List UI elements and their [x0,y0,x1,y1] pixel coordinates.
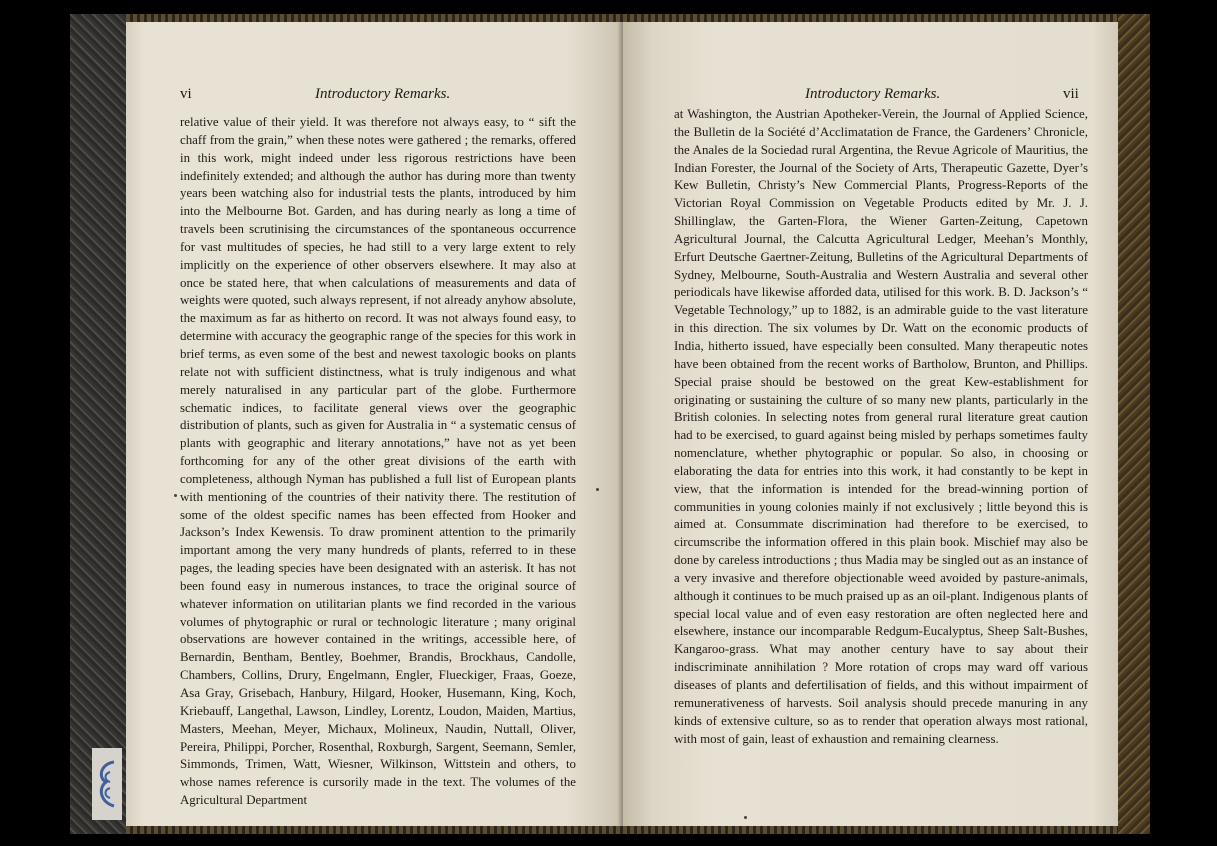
right-page-body: at Washington, the Austrian Apotheker-Verein, the Journal of Applied Science, the Bulletin de la Société d’Acclimatation de France, the Gardeners’ Chronicle, the Anales de la Sociedad rural Argentina, the Revue Agricole of Mauritius, the Indian Forester, the Journal of the Society of Arts, Therapeutic Gazette, Dyer’s Kew Bulletin, Christy’s New Commercial Plants, Progress-Reports of the Victorian Royal Commission on Vegetable Products edited by Mr. J. J. Shillinglaw, the Garten-Flora, the Wiener Garten-Zeitung, Capetown Agricultural Journal, the Calcutta Agricultural Ledger, Meehan’s Monthly, Erfurt Deutsche Gaertner-Zeitung, Bulletins of the Agricultural Departments of Sydney, Melbourne, South-Australia and Western Australia and several other periodicals have likewise afforded data, utilised for this work. B. D. Jackson’s “ Vegetable Technology,” up to 1882, is an admirable guide to the vast literature in this direction. The six volumes by Dr. Watt on the economic products of India, hitherto issued, have especially been consulted. Many therapeutic notes have been obtained from the recent works of Bartholow, Brunton, and Phillips. Special praise should be bestowed on the great Kew-establishment for originating or sustaining the culture of so many new plants, particularly in the British colonies. In selecting notes from general rural literature great caution had to be exercised, to guard against being misled by perhaps sometimes faulty nomenclature, whether phytographic or popular. So also, in choosing or elaborating the data for entries into this work, it had constantly to be kept in view, that the information is intended for the bread-winning portion of communities in young colonies mainly if not exclusively ; little beyond this is aimed at. Consummate discrimination had therefore to be exercised, to circumscribe the information offered in this plain book. Mischief may also be done by careless introductions ; thus Madia may be singled out as an instance of a very invasive and therefore objectionable weed avoided by pasture-animals, although it continues to be much praised up as an oil-plant. Indigenous plants of special local value and of even easy restoration are often neglected here and elsewhere, instance our incomparable Redgum-Eucalyptus, Sheep Salt-Bushes, Kangaroo-grass. What may another century have to say about their indiscriminate annihilation ? More rotation of crops may ward off various diseases of plants and defertilisation of fields, and this without impairment of remunerativeness of harvests. Soil analysis should precede manuring in any kinds of extensive culture, so as to render that operation always most rational, with most of gain, least of exhaustion and remaining clearness. [674,107,1088,746]
page-edges-top [126,14,1118,22]
right-page [623,22,1118,826]
right-running-head [805,84,1091,104]
right-page-number: vii [1063,86,1079,102]
book-cover-right [1118,14,1150,834]
left-page-body: relative value of their yield. It was therefore not always easy, to “ sift the chaff from the grain,” when these notes were gathered ; the remarks, offered in this work, might indeed under less rigorous restrictions have been indefinitely extended; and although the author has during more than twenty years been watching also for industrial tests the plants, introduced by him into the Melbourne Bot. Garden, and has during nearly as long a time of travels been scrutinising the circumstances of the spontaneous occurrence for vast multitudes of species, he had still to a very large extent to rely implicitly on the experience of other observers elsewhere. It may also at once be stated here, that when calculations of measurements and data of weights were quoted, such always represent, if not already anyhow absolute, the maximum as far as hitherto on record. It was not always found easy, to determine with accuracy the geographic range of the species for this work in brief terms, as even some of the best and newest taxologic books on plants relate not with sufficient distinctness, what is truly indigenous and what merely naturalised in any particular part of the globe. Furthermore schematic indices, to facilitate general views over the geographic distribution of plants, such as given for Australia in “ a systematic census of plants with geographic and literary annotations,” have not as yet been forthcoming for any of the other great divisions of the earth with completeness, although Nyman has published a full list of European plants with mentioning of the countries of their nativity there. The restitution of some of the oldest specific names has been effected from Hooker and Jackson’s Index Kewensis. To draw prominent attention to the primarily important among the very many hundreds of plants, referred to in these pages, the leading species have been designated with an asterisk. It has not been found easy in numerous instances, to trace the original source of whatever information on utilitarian plants we find recorded in the various volumes of phytographic or rural or technologic literature ; many original observations are however contained in the writings, accessible here, of Bernardin, Bentham, Bentley, Boehmer, Brandis, Brockhaus, Candolle, Chambers, Collins, Drury, Engelmann, Engler, Flueckiger, Fraas, Goeze, Asa Gray, Grisebach, Hanbury, Hilgard, Hooker, Husemann, King, Koch, Kriebauff, Langethal, Lawson, Lindley, Lorentz, Loudon, Maiden, Martius, Masters, Meehan, Meyer, Michaux, Molineux, Naudin, Nuttall, Oliver, Pereira, Philippi, Porcher, Rosenthal, Roxburgh, Sargent, Seemann, Semler, Simmonds, Trimen, Watt, Wiesner, Wilkinson, Wittstein and others, to whose names reference is cursorily made in the text. The volumes of the Agricultural Department [180,115,576,808]
left-running-head [180,84,510,104]
ink-speck [744,816,747,819]
ink-speck [174,494,177,497]
right-running-title: Introductory Remarks. [805,86,941,102]
ink-speck [596,488,599,491]
left-page-number: vi [180,86,192,102]
book-cover-left [70,14,126,834]
left-page [126,22,623,826]
left-running-title: Introductory Remarks. [315,86,451,102]
page-edges-bottom [126,826,1118,834]
library-stamp-icon [92,748,122,820]
